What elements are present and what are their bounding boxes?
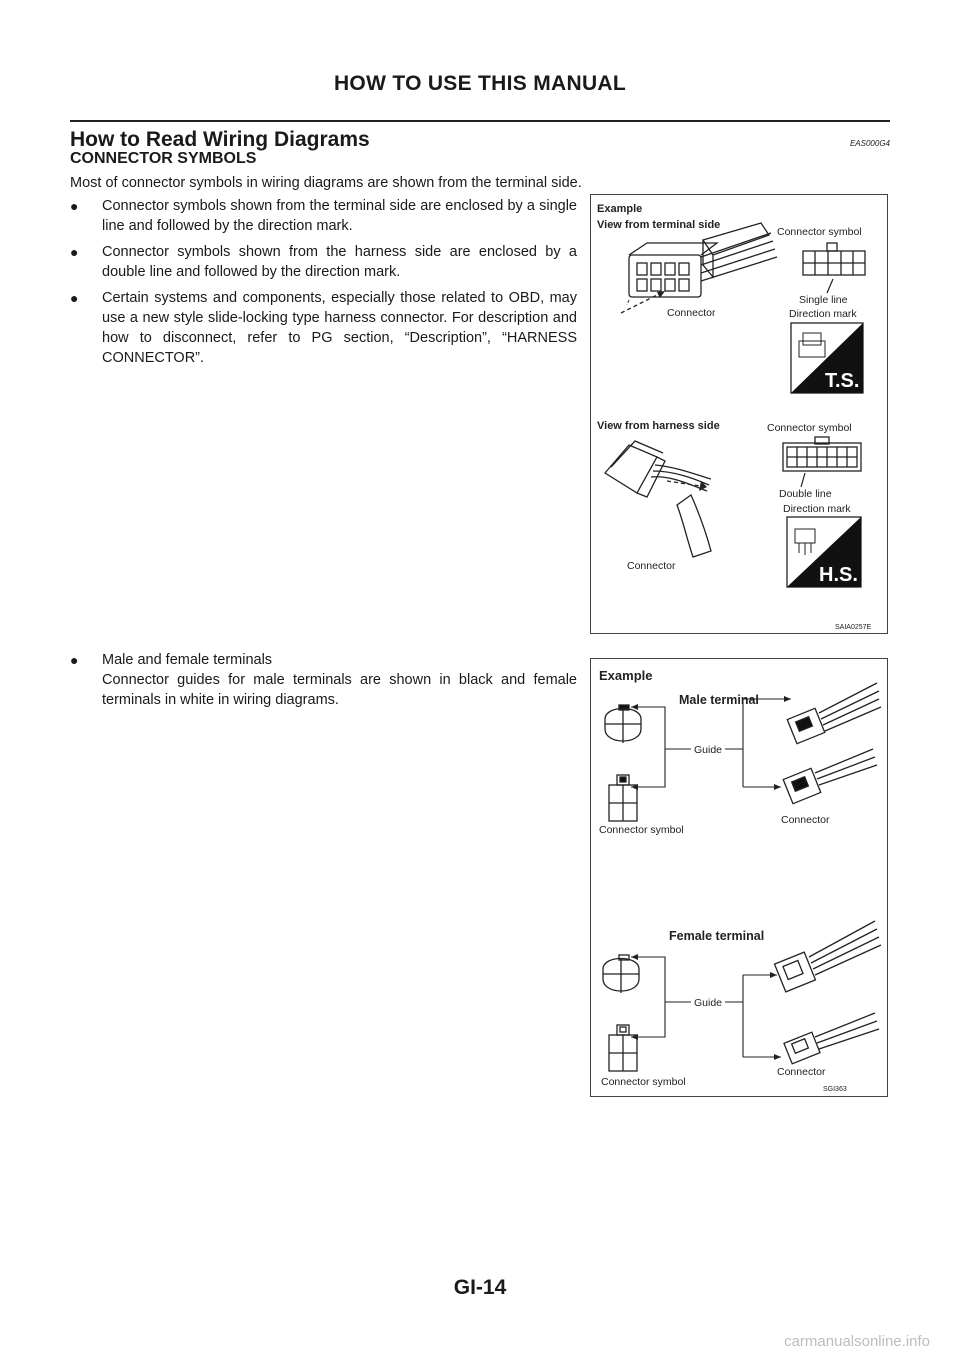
fig1-double-line-label: Double line xyxy=(779,488,832,500)
bullet-icon: ● xyxy=(70,244,79,260)
single-line-connector-symbol-icon xyxy=(803,243,865,275)
bullet-text: Connector symbols shown from the harness side are enclosed by a double line and followed by the direction mark. xyxy=(102,244,577,280)
hs-mark-text: H.S. xyxy=(819,564,858,586)
bullet-text: Certain systems and components, especially those related to OBD, may use a new style slide-locking type harness connector. For description and how to disconnect, refer to PG section, “Description”, “HARNESS CONNECTOR”. xyxy=(102,290,577,366)
subsection-title: CONNECTOR SYMBOLS xyxy=(70,150,257,167)
connector-bullet-list xyxy=(70,196,577,374)
fig1-example-label: Example xyxy=(597,203,643,215)
hs-direction-mark-icon xyxy=(787,517,861,587)
male-connector-icon xyxy=(783,683,881,804)
male-guide-label: Guide xyxy=(694,744,723,756)
intro-paragraph: Most of connector symbols in wiring diagrams are shown from the terminal side. xyxy=(70,175,582,191)
female-guide-label: Guide xyxy=(694,997,723,1009)
page-number: GI-14 xyxy=(453,1276,507,1299)
fig2-code: SGI363 xyxy=(823,1086,847,1093)
fig1-connector-symbol-label-1: Connector symbol xyxy=(777,226,862,238)
section-title: How to Read Wiring Diagrams xyxy=(70,128,370,151)
female-square-symbol-icon xyxy=(609,1025,637,1071)
terminal-bullet-list xyxy=(70,650,577,716)
male-connector-label: Connector xyxy=(781,814,830,826)
bullet-text: Connector guides for male terminals are shown in black and female terminals in white in wiring diagrams. xyxy=(102,672,577,708)
fig1-connector-symbol-label-2: Connector symbol xyxy=(767,422,852,434)
bullet-item xyxy=(70,650,577,710)
terminal-guide-illustration xyxy=(591,659,887,1096)
female-terminal-label: Female terminal xyxy=(669,929,765,943)
fig1-connector-label-1: Connector xyxy=(667,307,716,319)
fig1-view-terminal-label: View from terminal side xyxy=(597,219,721,231)
ts-direction-mark-icon xyxy=(791,323,863,393)
bullet-item xyxy=(70,288,577,368)
bullet-item xyxy=(70,196,577,236)
ts-mark-text: T.S. xyxy=(825,370,860,392)
fig1-direction-mark-label-1: Direction mark xyxy=(789,308,857,320)
female-round-symbol-icon xyxy=(603,955,639,993)
male-connector-symbol-label: Connector symbol xyxy=(599,824,684,836)
header-rule xyxy=(70,120,890,122)
bullet-icon: ● xyxy=(70,652,79,668)
fig1-connector-label-2: Connector xyxy=(627,560,676,572)
fig1-single-line-label: Single line xyxy=(799,294,848,306)
male-guide-leader xyxy=(631,699,791,787)
bullet-icon: ● xyxy=(70,290,79,306)
terminal-guide-figure xyxy=(590,658,888,1097)
watermark: carmanualsonline.info xyxy=(784,1333,930,1350)
female-connector-label: Connector xyxy=(777,1066,826,1078)
fig1-view-harness-label: View from harness side xyxy=(597,420,720,432)
harness-side-connector-icon xyxy=(605,441,711,557)
connector-symbol-illustration xyxy=(591,195,887,633)
bullet-item xyxy=(70,242,577,282)
female-connector-icon xyxy=(775,921,881,1064)
bullet-text: Connector symbols shown from the terminal side are enclosed by a single line and followed by the direction mark. xyxy=(102,198,577,234)
page-header-title: HOW TO USE THIS MANUAL xyxy=(333,72,627,95)
terminal-side-connector-icon xyxy=(629,223,777,297)
female-connector-symbol-label: Connector symbol xyxy=(601,1076,686,1088)
fig2-example-label: Example xyxy=(599,668,653,683)
male-terminal-label: Male terminal xyxy=(679,693,759,707)
male-round-symbol-icon xyxy=(605,705,641,743)
section-code: EAS000G4 xyxy=(849,139,890,148)
connector-symbol-figure xyxy=(590,194,888,634)
male-square-symbol-icon xyxy=(609,775,637,821)
bullet-heading: Male and female terminals xyxy=(102,652,273,668)
fig1-direction-mark-label-2: Direction mark xyxy=(783,503,851,515)
bullet-icon: ● xyxy=(70,198,79,214)
double-line-connector-symbol-icon xyxy=(783,437,861,471)
fig1-code: SAIA0257E xyxy=(835,624,872,631)
